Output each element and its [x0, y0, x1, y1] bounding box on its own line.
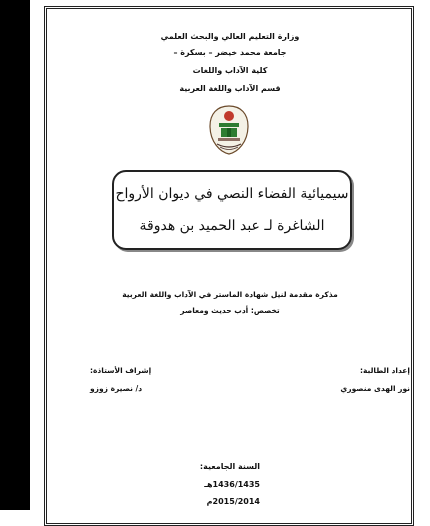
academic-year-gregorian: 2015/2014م [206, 497, 260, 506]
student-label: إعداد الطالبة: [360, 366, 410, 375]
university-line: جامعة محمد خيضر – بسكرة – [173, 48, 287, 57]
supervisor-label: إشراف الأستاذة: [90, 366, 152, 375]
memo-description: مذكرة مقدمة لنيل شهادة الماستر في الآداب واللغة العربية [122, 290, 338, 299]
title-box [112, 170, 352, 250]
ministry-line: وزارة التعليم العالي والبحث العلمي [160, 32, 300, 41]
department-line: قسم الآداب واللغة العربية [179, 84, 281, 93]
supervisor-name: د/ نصيرة زوزو [90, 384, 143, 393]
document-page [30, 0, 430, 510]
left-dark-margin [0, 0, 30, 510]
academic-year-label: السنة الجامعية: [199, 462, 260, 471]
student-name: نور الهدى منصوري [340, 384, 410, 393]
faculty-line: كلية الآداب واللغات [192, 66, 268, 75]
university-seal-icon [208, 104, 250, 156]
academic-year-hijri: 1436/1435هـ [204, 480, 260, 489]
title-line-1: سيميائية الفضاء النصي في ديوان الأرواح [115, 186, 349, 202]
specialty-line: تخصص: أدب حديث ومعاصر [180, 306, 280, 315]
title-line-2: الشاغرة لـ عبد الحميد بن هدوقة [139, 218, 325, 234]
